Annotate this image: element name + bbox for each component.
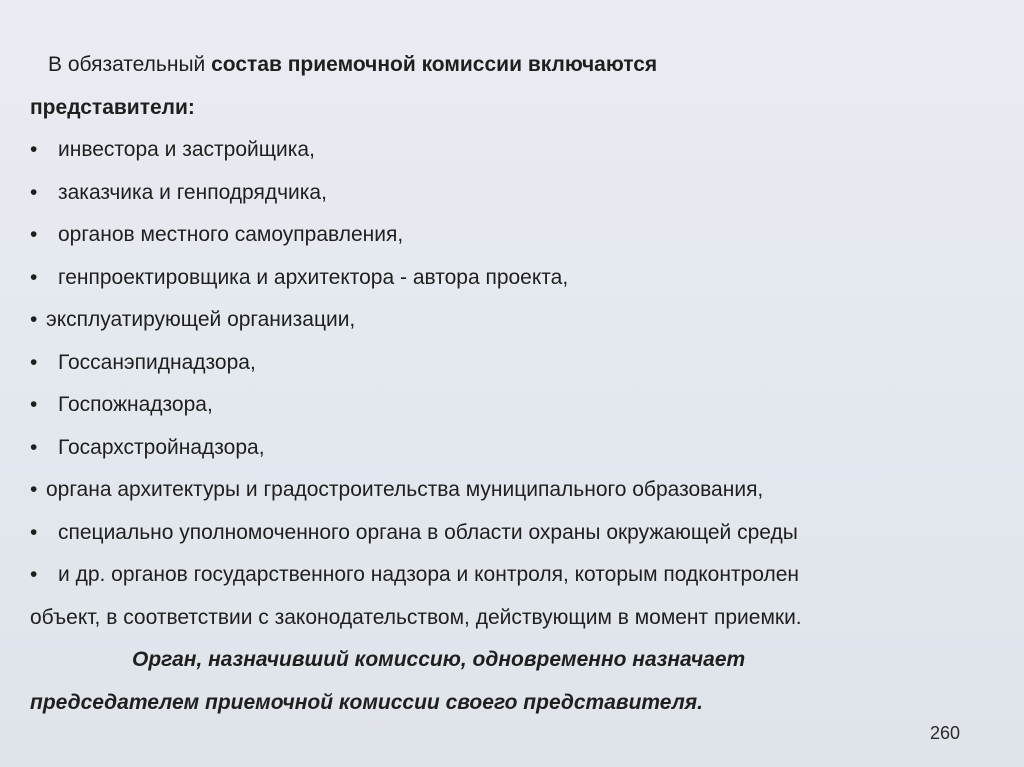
intro-second-line: представители:: [30, 95, 195, 119]
slide-body: [30, 44, 990, 724]
intro-line-1: [30, 44, 990, 87]
list-item-text: органов местного самоуправления,: [58, 223, 404, 246]
list-item-text: инвестора и застройщика,: [58, 138, 315, 161]
bullet-icon: •: [30, 435, 38, 459]
bullet-icon: •: [30, 138, 38, 161]
bullet-icon: •: [30, 223, 38, 246]
list-item-text: и др. органов государственного надзора и контроля, которым подконтролен: [58, 563, 799, 586]
list-item: [30, 384, 990, 427]
intro-line-2: [30, 87, 990, 130]
list-item-text: заказчика и генподрядчика,: [58, 180, 327, 204]
list-item-text: специально уполномоченного органа в области охраны окружающей среды: [58, 520, 798, 544]
list-item: [30, 427, 990, 470]
intro-prefix: В обязательный: [48, 53, 212, 76]
list-item: [30, 342, 990, 385]
list-item: [30, 512, 990, 555]
list-item: [30, 469, 990, 512]
list-item-text: органа архитектуры и градостроительства муниципального образования,: [46, 478, 764, 501]
list-item-text: Госархстройнадзора,: [58, 435, 265, 459]
list-item: [30, 299, 990, 342]
list-item: [30, 172, 990, 215]
list-item: [30, 554, 990, 597]
list-item: [30, 129, 990, 172]
bullet-icon: •: [30, 520, 38, 544]
list-item: [30, 214, 990, 257]
bullet-icon: •: [30, 350, 38, 374]
list-item-text: генпроектировщика и архитектора - автора проекта,: [58, 265, 569, 289]
intro-bold-text: состав приемочной комиссии включаются: [211, 53, 658, 76]
bullet-icon: •: [30, 478, 38, 501]
bullet-icon: •: [30, 393, 38, 416]
page-number: 260: [929, 723, 960, 743]
list-item-text: Госсанэпиднадзора,: [58, 350, 256, 374]
list-item-text: эксплуатирующей организации,: [46, 308, 356, 331]
bullet-icon: •: [30, 308, 38, 331]
bullet-icon: •: [30, 180, 38, 204]
list-item-continuation: объект, в соответствии с законодательством, действующим в момент приемки.: [30, 605, 802, 629]
list-item-text: Госпожнадзора,: [58, 393, 213, 416]
closing-line-2: председателем приемочной комиссии своего представителя.: [30, 690, 703, 714]
bullet-icon: •: [30, 265, 38, 289]
bullet-icon: •: [30, 563, 38, 586]
closing-line-1: Орган, назначивший комиссию, одновременно назначает: [132, 648, 746, 671]
list-item: [30, 257, 990, 300]
